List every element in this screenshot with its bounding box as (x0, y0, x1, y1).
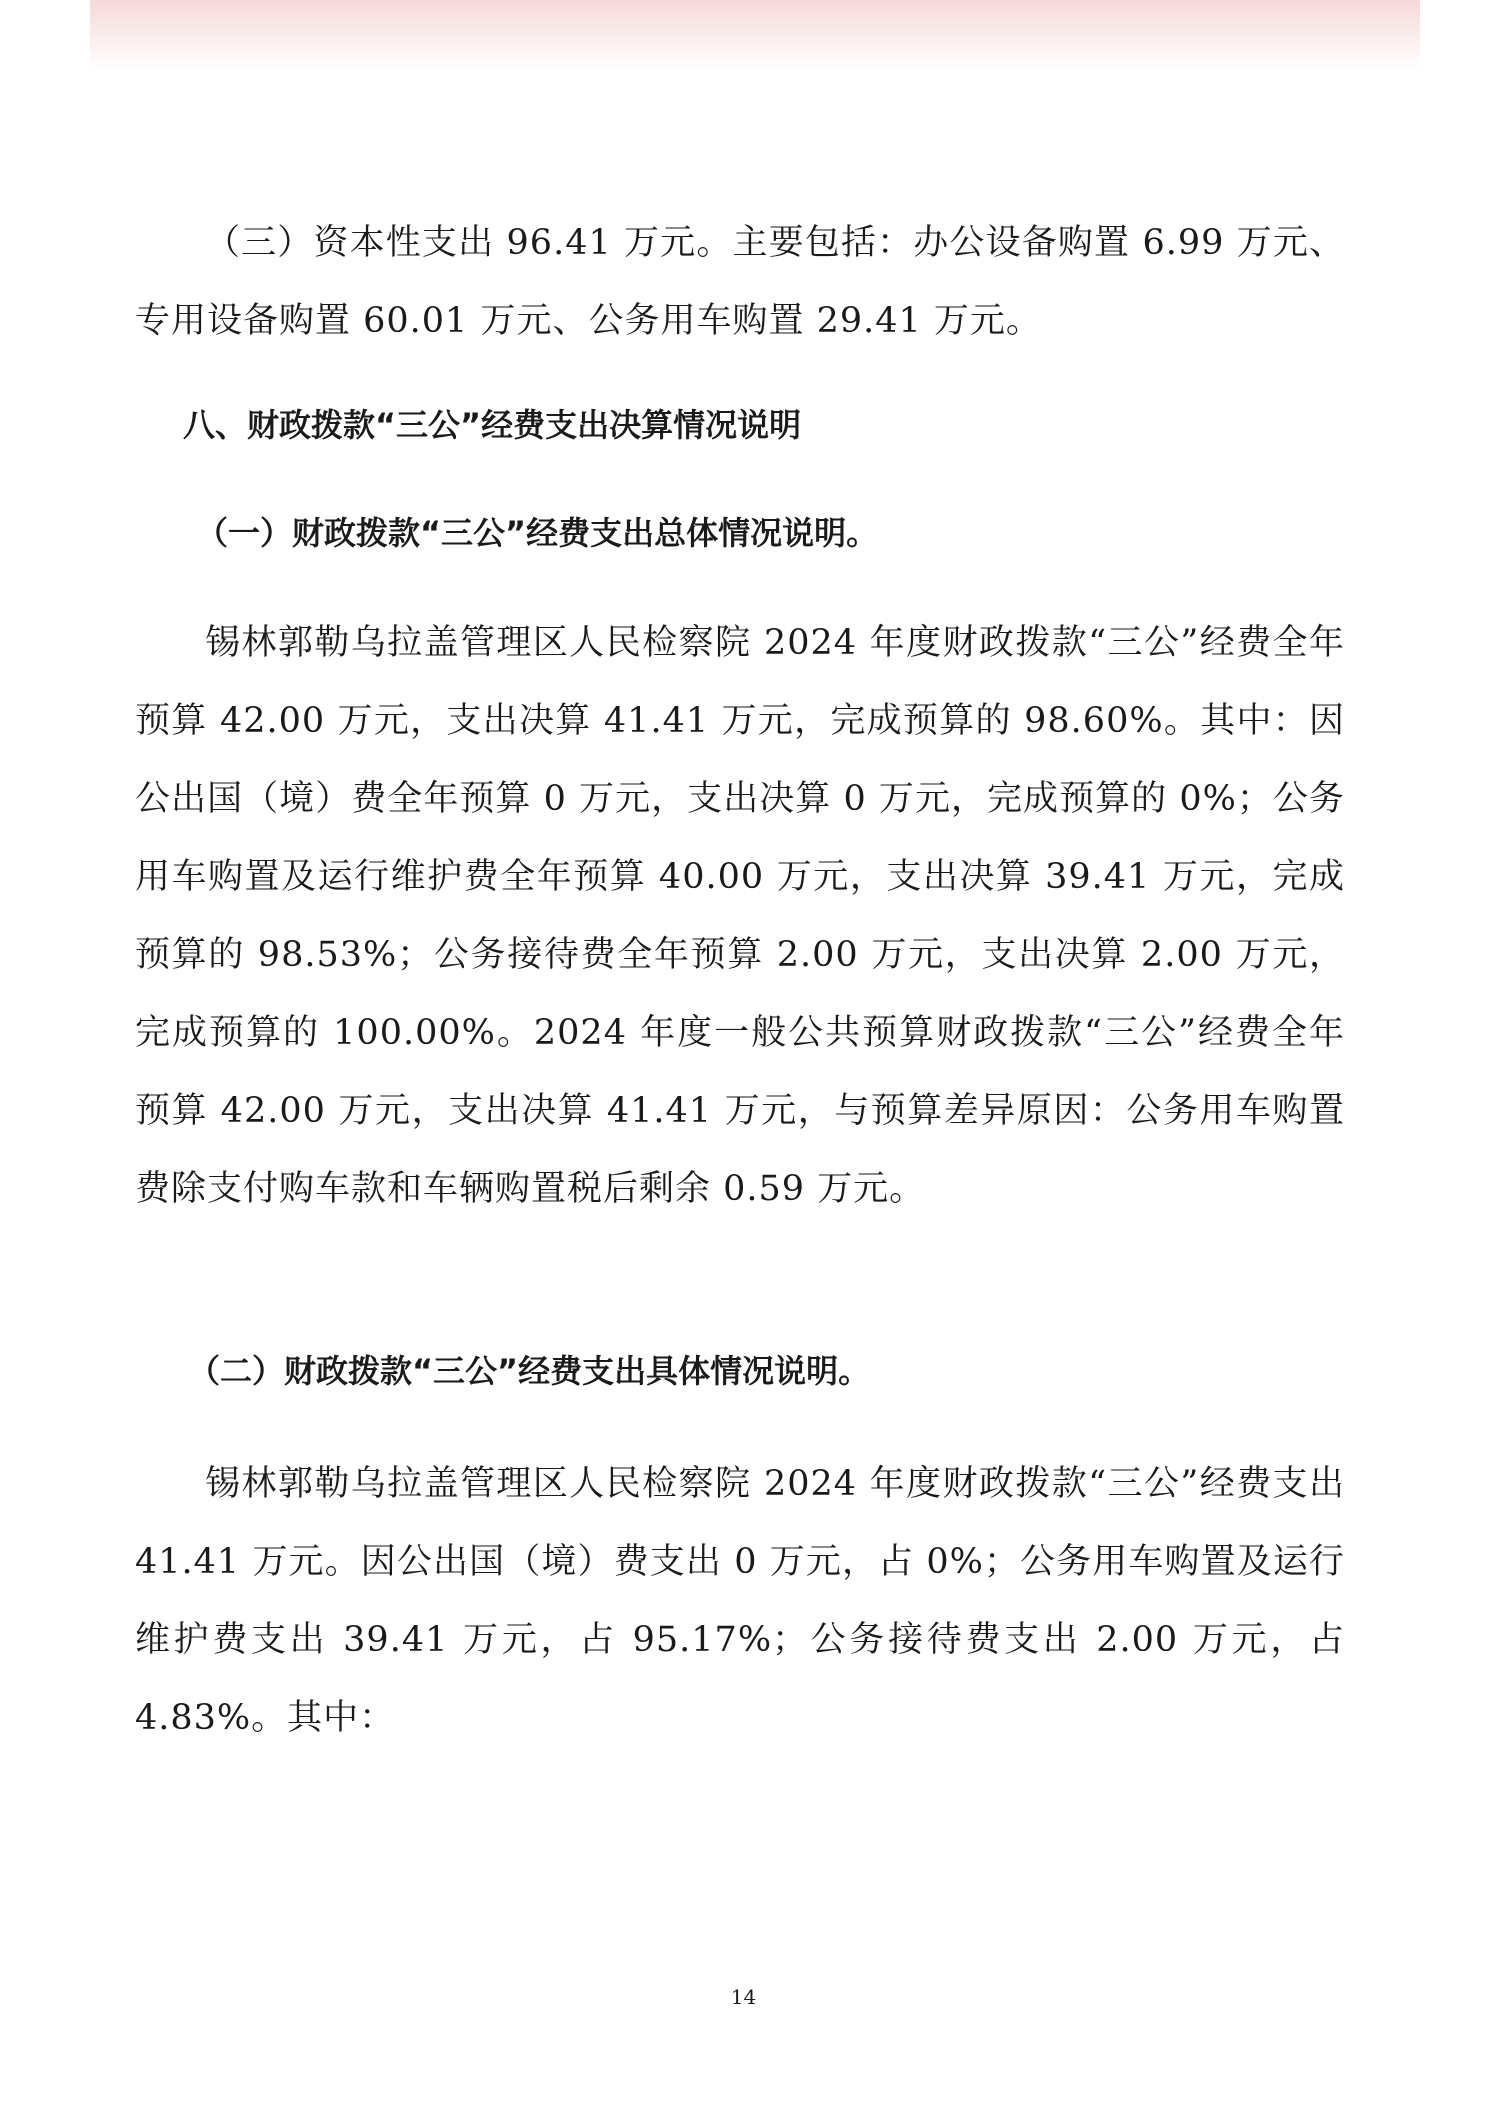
paragraph-overall: 锡林郭勒乌拉盖管理区人民检察院 2024 年度财政拨款“三公”经费全年预算 42.00 万元，支出决算 41.41 万元，完成预算的 98.60%。其中：因公出国（境）费全年预算 0 万元，支出决算 0 万元，完成预算的 0%；公务用车购置及运行维护费全年预算 40.00 万元，支出决算 39.41 万元，完成预算的 98.53%；公务接待费全年预算 2.00 万元，支出决算 2.00 万元，完成预算的 100.00%。2024 年度一般公共预算财政拨款“三公”经费全年预算 42.00 万元，支出决算 41.41 万元，与预算差异原因：公务用车购置费除支付购车款和车辆购置税后剩余 0.59 万元。 (135, 623, 1345, 1209)
subsection-2-title: （二）财政拨款“三公”经费支出具体情况说明。 (188, 1352, 871, 1390)
paragraph-capital-expenditure: （三）资本性支出 96.41 万元。主要包括：办公设备购置 6.99 万元、专用设备购置 60.01 万元、公务用车购置 29.41 万元。 (135, 223, 1345, 341)
subsection-1-title: （一）财政拨款“三公”经费支出总体情况说明。 (196, 514, 879, 552)
paragraph-specific: 锡林郭勒乌拉盖管理区人民检察院 2024 年度财政拨款“三公”经费支出 41.41 万元。因公出国（境）费支出 0 万元，占 0%；公务用车购置及运行维护费支出 39.41 万元，占 95.17%；公务接待费支出 2.00 万元，占 4.83%。其中： (135, 1464, 1345, 1738)
section-8-title: 八、财政拨款“三公”经费支出决算情况说明 (183, 406, 802, 444)
page-number: 14 (730, 1985, 757, 2009)
